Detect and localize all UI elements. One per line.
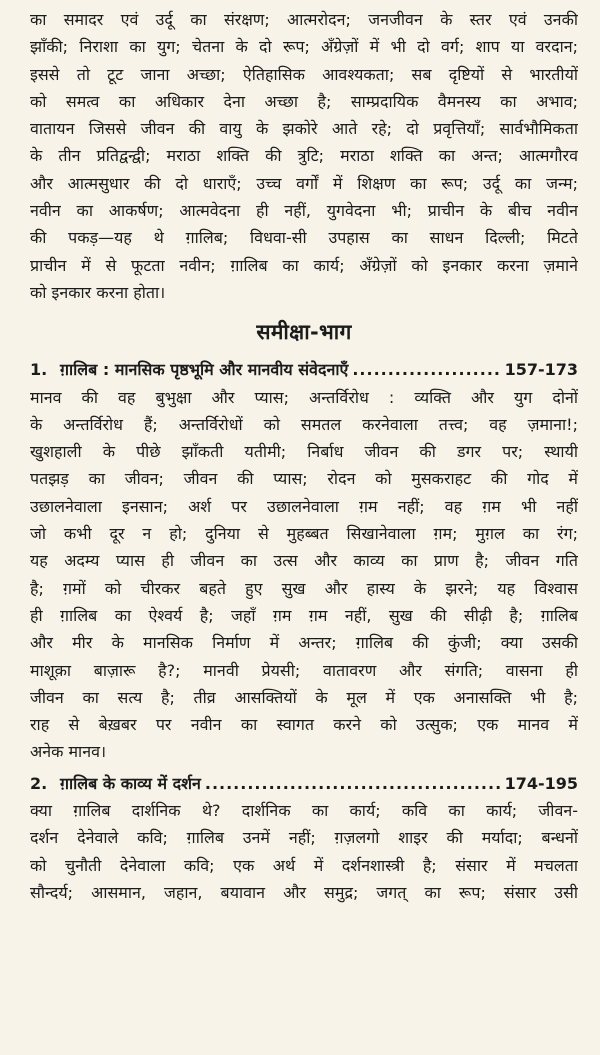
entry-pages: 157-173	[504, 360, 578, 380]
intro-paragraph	[30, 6, 578, 306]
text-line: राह से बेख़बर पर नवीन का स्वागत करने को उत्सुक; एक मानव में	[30, 715, 578, 735]
text-line: के अन्तर्विरोध हैं; अन्तर्विरोधों को समतल करनेवाला तत्त्व; वह ज़माना!;	[30, 414, 578, 434]
toc-entry-heading	[30, 356, 578, 383]
text-line: मानव की वह बुभुक्षा और प्यास; अन्तर्विरोध : व्यक्ति और युग दोनों	[30, 387, 578, 407]
toc-entry-1	[30, 356, 578, 765]
text-line: है; ग़मों को चीरकर बहते हुए सुख और हास्य के झरने; यह विश्वास	[30, 578, 578, 598]
text-line: अनेक मानव।	[30, 742, 107, 762]
toc-entry-2	[30, 770, 578, 906]
text-line: सौन्दर्य; आसमान, जहान, बयावान और समुद्र; जगत् का रूप; संसार उसी	[30, 882, 578, 902]
section-title: समीक्षा-भाग	[256, 320, 352, 345]
text-line: झाँकी; निराशा का युग; चेतना के दो रूप; अँग्रेज़ों में भी दो वर्ग; शाप या वरदान;	[30, 37, 578, 57]
text-line: की पकड़—यह थे ग़ालिब; विधवा-सी उपहास का साधन दिल्ली; मिटते	[30, 228, 578, 248]
text-line: और आत्मसुधार की दो धाराएँ; उच्च वर्गों में शिक्षण का रूप; उर्दू का जन्म;	[30, 173, 578, 193]
text-line: जीवन का सत्य है; तीव्र आसक्तियों के मूल में एक अनासक्ति भी है;	[30, 687, 578, 707]
text-line: वातायन जिससे जीवन की वायु के झकोरे आते रहे; दो प्रवृत्तियाँ; सार्वभौमिकता	[30, 119, 578, 139]
text-line: और मीर के मानसिक निर्माण में अन्तर; ग़ालिब की कुंजी; क्या उसकी	[30, 633, 578, 653]
text-line: खुशहाली के पीछे झाँकती यतीमी; निर्बाध जीवन की डगर पर; स्थायी	[30, 442, 578, 462]
text-line: नवीन का आकर्षण; आत्मवेदना ही नहीं, युगवेदना भी; प्राचीन के बीच नवीन	[30, 201, 578, 221]
text-line: क्या ग़ालिब दार्शनिक थे? दार्शनिक का कार्य; कवि का कार्य; जीवन-	[30, 801, 578, 821]
text-line: के तीन प्रतिद्वन्द्वी; मराठा शक्ति की त्रुटि; मराठा शक्ति का अन्त; आत्मगौरव	[30, 146, 578, 166]
text-line: प्राचीन में से फूटता नवीन; ग़ालिब का कार्य; अँग्रेज़ों को इनकार करना ज़माने	[30, 255, 578, 275]
text-line: यह अदम्य प्यास ही जीवन का उत्स और काव्य का प्राण है; जीवन गति	[30, 551, 578, 571]
text-line: को चुनौती देनेवाला कवि; एक अर्थ में दर्शनशास्त्री है; संसार में मचलता	[30, 855, 578, 875]
entry-number: 2.	[30, 773, 48, 793]
text-line: पतझड़ का जीवन; जीवन की प्यास; रोदन को मुसकराहट की गोद में	[30, 469, 578, 489]
entry-number: 1.	[30, 360, 48, 380]
text-line: ही ग़ालिब का ऐश्वर्य है; जहाँ ग़म ग़म नहीं, सुख की सीढ़ी है; ग़ालिब	[30, 605, 578, 625]
text-line: उछालनेवाला इनसान; अर्श पर उछालनेवाला ग़म नहीं; वह ग़म भी नहीं	[30, 496, 578, 516]
text-line: का समादर एवं उर्दू का संरक्षण; आत्मरोदन; जनजीवन के स्तर एवं उनकी	[30, 10, 578, 29]
text-line: को समत्व का अधिकार देना अच्छा है; साम्प्रदायिक वैमनस्य का अभाव;	[30, 91, 578, 111]
entry-summary	[30, 384, 578, 766]
entry-pages: 174-195	[504, 773, 578, 793]
text-line: इससे तो टूट जाना अच्छा; ऐतिहासिक आवश्यकता; सब दृष्टियों से भारतीयों	[30, 64, 578, 84]
dot-leader	[205, 770, 501, 797]
text-line: माशूक़ा बाज़ारू है?; मानवी प्रेयसी; वातावरण और संगति; वासना ही	[30, 660, 578, 680]
entry-title: ग़ालिब के काव्य में दर्शन	[60, 773, 201, 793]
toc-entry-heading	[30, 770, 578, 797]
text-line: जो कभी दूर न हो; दुनिया से मुहब्बत सिखानेवाला ग़म; मुग़ल का रंग;	[30, 524, 578, 544]
text-line: दर्शन देनेवाले कवि; ग़ालिब उनमें नहीं; ग़ज़लगो शाइर की मर्यादा; बन्धनों	[30, 828, 578, 848]
entry-summary	[30, 797, 578, 906]
entry-title: ग़ालिब : मानसिक पृष्ठभूमि और मानवीय संवेदनाएँ	[60, 360, 349, 380]
text-line: को इनकार करना होता।	[30, 282, 166, 302]
dot-leader	[352, 356, 500, 383]
